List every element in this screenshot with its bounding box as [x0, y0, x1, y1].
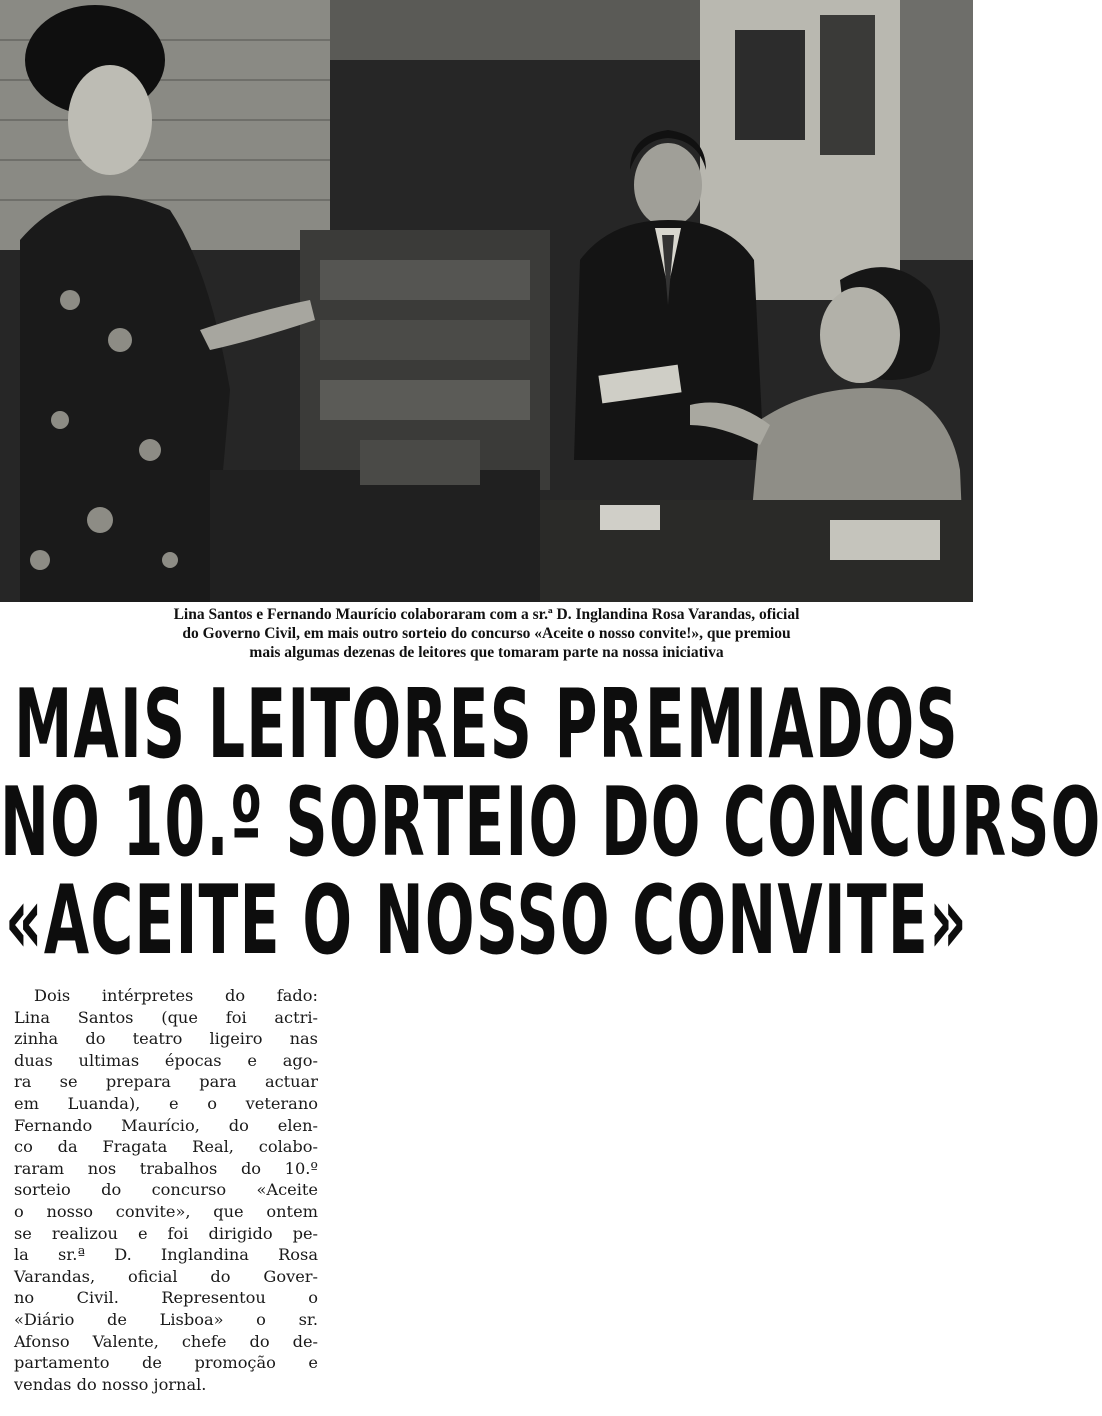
photo-illustration [0, 0, 973, 602]
article-body [14, 985, 318, 1415]
body-line: la sr.ª D. Inglandina Rosa [14, 1245, 318, 1265]
headline-line: NO 10.º SORTEIO DO CONCURSO [0, 768, 1102, 878]
body-line: co da Fragata Real, colabo- [14, 1137, 318, 1157]
body-line: partamento de promoção e [14, 1353, 318, 1373]
body-line: se realizou e foi dirigido pe- [14, 1223, 318, 1243]
body-line: Lina Santos (que foi actri- [14, 1007, 318, 1027]
headline-line: MAIS LEITORES PREMIADOS [14, 670, 959, 780]
body-line: Varandas, oficial do Gover- [14, 1266, 318, 1286]
news-photo [0, 0, 973, 602]
headline-line: «ACEITE O NOSSO CONVITE» [4, 866, 969, 976]
caption-line: Lina Santos e Fernando Maurício colaboraram com a sr.ª D. Inglandina Rosa Varandas, oficial [173, 606, 800, 623]
body-line: Afonso Valente, chefe do de- [14, 1331, 318, 1351]
caption-line: mais algumas dezenas de leitores que tomaram parte na nossa iniciativa [249, 644, 724, 661]
body-line: raram nos trabalhos do 10.º [14, 1158, 318, 1178]
body-line: Fernando Maurício, do elen- [14, 1115, 318, 1135]
body-line: em Luanda), e o veterano [14, 1093, 318, 1113]
body-line: duas ultimas épocas e ago- [14, 1050, 318, 1070]
photo-caption [0, 602, 973, 672]
body-line: ra se prepara para actuar [14, 1072, 318, 1092]
headline [0, 670, 1102, 976]
body-line: no Civil. Representou o [14, 1288, 318, 1308]
body-line: sorteio do concurso «Aceite [14, 1180, 318, 1200]
body-line: vendas do nosso jornal. [14, 1374, 207, 1394]
caption-line: do Governo Civil, em mais outro sorteio do concurso «Aceite o nosso convite!», que premiou [182, 625, 791, 642]
body-line: Dois intérpretes do fado: [34, 986, 318, 1005]
body-line: «Diário de Lisboa» o sr. [14, 1309, 318, 1329]
body-line: o nosso convite», que ontem [14, 1201, 318, 1221]
body-line: zinha do teatro ligeiro nas [14, 1029, 318, 1049]
